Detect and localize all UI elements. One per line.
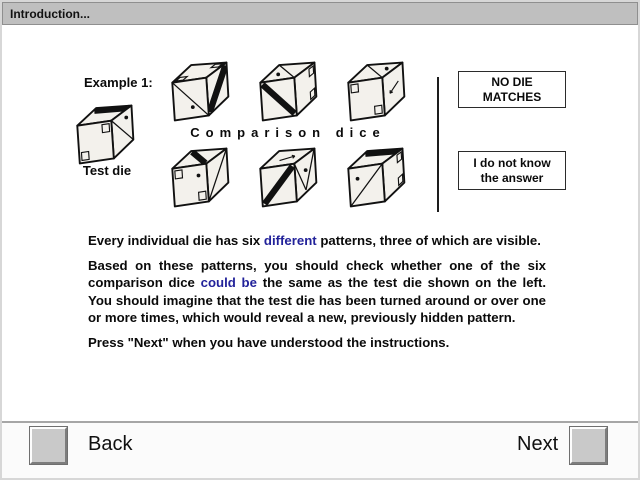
back-label[interactable]: Back — [88, 433, 133, 455]
comparison-die-5[interactable] — [255, 146, 321, 209]
comparison-die-1[interactable] — [167, 60, 233, 123]
comparison-die-3[interactable] — [343, 60, 409, 123]
back-button[interactable] — [30, 427, 67, 464]
comparison-dice-label: Comparison dice — [190, 125, 386, 140]
comparison-die-4[interactable] — [167, 146, 233, 209]
test-die-label: Test die — [82, 163, 132, 178]
next-button[interactable] — [570, 427, 607, 464]
no-die-matches-button[interactable] — [458, 71, 566, 108]
instruction-paragraph-3: Press "Next" when you have understood the instructions. — [88, 334, 450, 350]
window-title: Introduction... — [10, 6, 90, 21]
no-die-matches-line2: MATCHES — [482, 89, 542, 104]
comparison-die-2[interactable] — [255, 60, 321, 123]
dont-know-button[interactable] — [458, 151, 566, 190]
instructions — [88, 232, 546, 358]
vertical-divider — [437, 77, 439, 212]
dont-know-line1: I do not know — [473, 155, 551, 170]
instruction-paragraph-1: Every individual die has six different patterns, three of which are visible. — [88, 233, 541, 248]
no-die-matches-line1: NO DIE — [491, 74, 533, 89]
dont-know-line2: the answer — [480, 170, 544, 185]
instruction-paragraph-2: Based on these patterns, you should check whether one of the six comparison dice could be the same as the test die shown on the left. You should imagine that the test die has been turned around or over one or more times, which would reveal a new, previously hidden pattern. — [88, 257, 547, 325]
highlight-could-be: could be — [200, 275, 257, 290]
highlight-different: different — [263, 233, 317, 248]
next-label[interactable]: Next — [517, 433, 559, 455]
comparison-die-6[interactable] — [343, 146, 409, 209]
title-bar — [2, 2, 638, 25]
example-label: Example 1: — [84, 75, 153, 90]
test-die — [72, 103, 138, 166]
